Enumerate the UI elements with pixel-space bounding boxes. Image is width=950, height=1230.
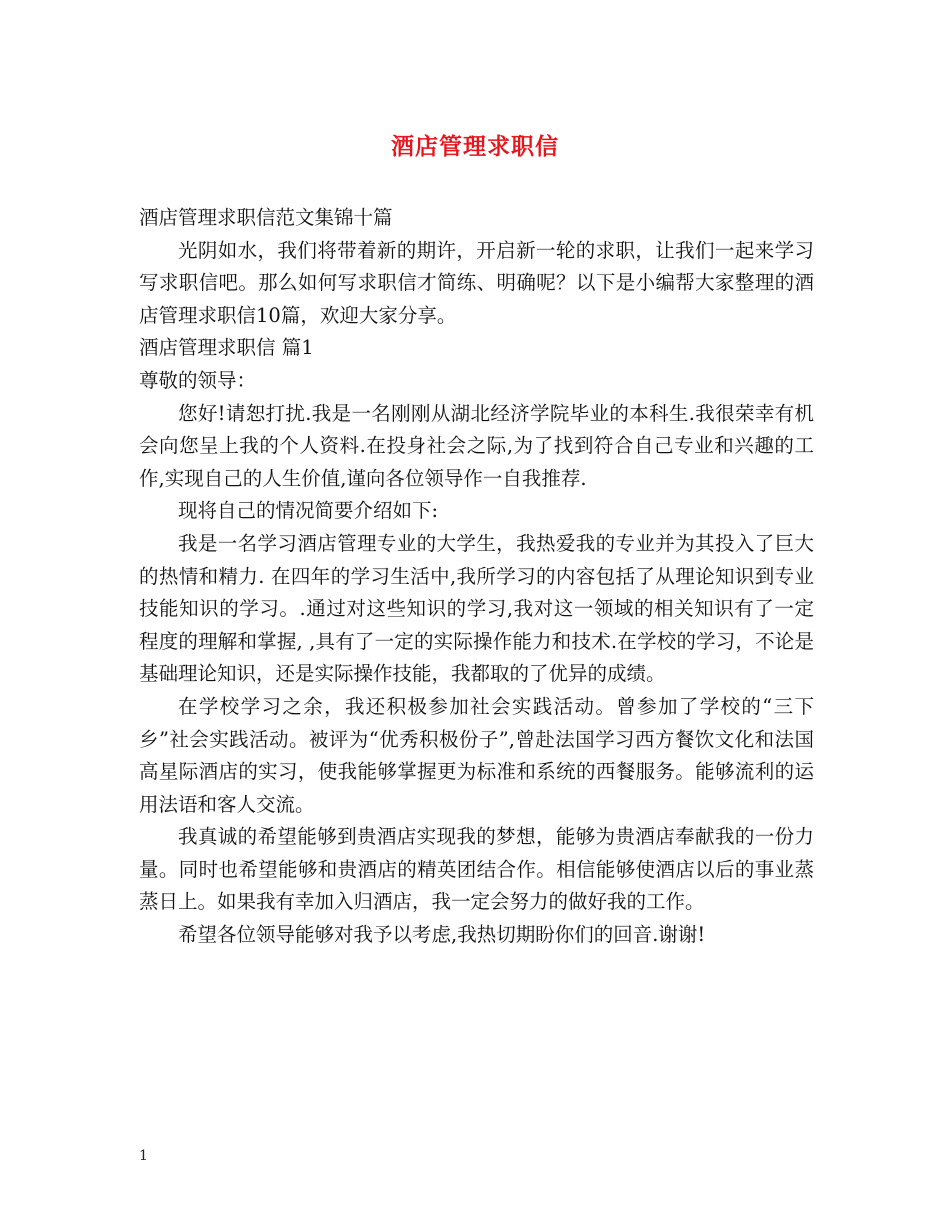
letter-paragraph: 我是一名学习酒店管理专业的大学生，我热爱我的专业并为其投入了巨大的热情和精力. 在四年的学习生活中,我所学习的内容包括了从理论知识到专业技能知识的学习。.通过对这些知识的学习,我对这一领域的相关知识有了一定程度的理解和掌握, ,具有了一定的实际操作能力和技术.在学校的学习，不论是基础理论知识，还是实际操作技能，我都取的了优异的成绩。 — [139, 531, 814, 686]
letter-paragraph: 您好!请恕打扰.我是一名刚刚从湖北经济学院毕业的本科生.我很荣幸有机会向您呈上我的个人资料.在投身社会之际,为了找到符合自己专业和兴趣的工作,实现自己的人生价值,谨向各位领导作一自我推荐. — [139, 401, 814, 490]
section-heading: 酒店管理求职信 篇1 — [139, 336, 314, 360]
page-number: 1 — [139, 1148, 148, 1164]
letter-paragraph: 现将自己的情况简要介绍如下: — [178, 499, 439, 523]
document-subtitle: 酒店管理求职信范文集锦十篇 — [139, 206, 393, 229]
letter-paragraph: 希望各位领导能够对我予以考虑,我热切期盼你们的回音.谢谢! — [178, 923, 706, 947]
document-title: 酒店管理求职信 — [391, 133, 559, 160]
document-body — [139, 202, 814, 952]
letter-paragraph: 在学校学习之余，我还积极参加社会实践活动。曾参加了学校的“三下乡”社会实践活动。被评为“优秀积极份子”,曾赴法国学习西方餐饮文化和法国高星际酒店的实习，使我能够掌握更为标准和系统的西餐服务。能够流利的运用法语和客人交流。 — [139, 694, 814, 816]
intro-paragraph: 光阴如水，我们将带着新的期许，开启新一轮的求职，让我们一起来学习写求职信吧。那么如何写求职信才简练、明确呢？以下是小编帮大家整理的酒店管理求职信10篇，欢迎大家分享。 — [139, 238, 814, 327]
letter-paragraph: 我真诚的希望能够到贵酒店实现我的梦想，能够为贵酒店奉献我的一份力量。同时也希望能够和贵酒店的精英团结合作。相信能够使酒店以后的事业蒸蒸日上。如果我有幸加入归酒店，我一定会努力的做好我的工作。 — [139, 825, 814, 914]
salutation: 尊敬的领导： — [139, 368, 257, 392]
